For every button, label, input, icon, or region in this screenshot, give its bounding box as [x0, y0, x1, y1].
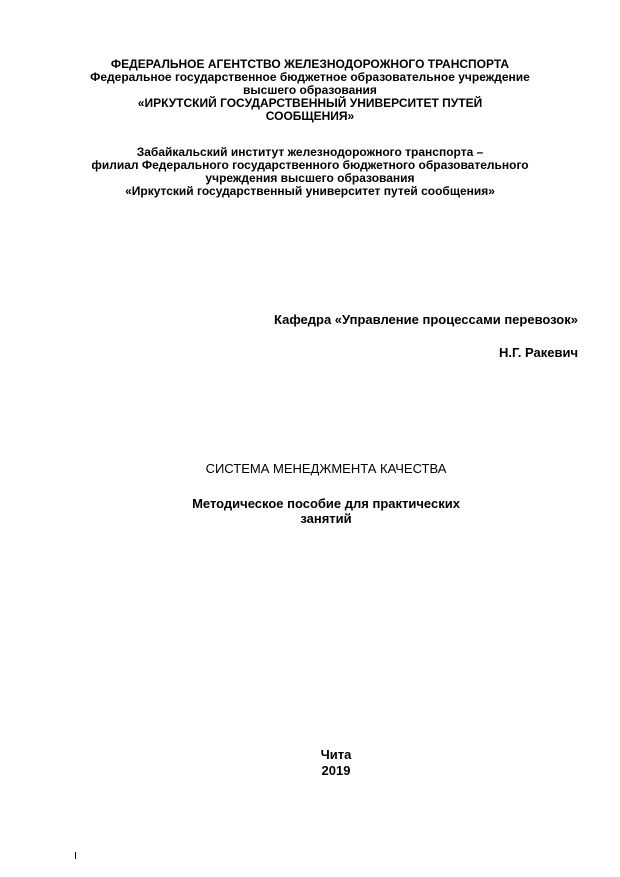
- page-corner-mark: [75, 852, 76, 859]
- university-name-line-1: «ИРКУТСКИЙ ГОСУДАРСТВЕННЫЙ УНИВЕРСИТЕТ ПУТЕЙ: [137, 96, 483, 110]
- institute-line-4: «Иркутский государственный университет путей сообщения»: [125, 184, 495, 198]
- imprint-footer: [0, 747, 620, 779]
- institute-header: [0, 146, 620, 198]
- institution-type-line-1: Федеральное государственное бюджетное образовательное учреждение: [90, 70, 530, 84]
- institute-line-3: учреждения высшего образования: [205, 171, 415, 185]
- department-name: Кафедра «Управление процессами перевозок»: [274, 312, 578, 327]
- organization-header: [0, 58, 620, 123]
- agency-name: ФЕДЕРАЛЬНОЕ АГЕНТСТВО ЖЕЛЕЗНОДОРОЖНОГО ТРАНСПОРТА: [110, 57, 510, 71]
- subtitle-line-2: занятий: [300, 511, 352, 526]
- year: 2019: [321, 763, 351, 778]
- document-subtitle: [0, 496, 620, 526]
- document-title: СИСТЕМА МЕНЕДЖМЕНТА КАЧЕСТВА: [205, 461, 447, 476]
- institute-line-2: филиал Федерального государственного бюджетного образовательного: [91, 158, 529, 172]
- university-name-line-2: СООБЩЕНИЯ»: [265, 109, 355, 123]
- author-name: Н.Г. Ракевич: [499, 345, 578, 360]
- institute-line-1: Забайкальский институт железнодорожного транспорта –: [136, 145, 484, 159]
- city: Чита: [320, 747, 352, 762]
- subtitle-line-1: Методическое пособие для практических: [192, 496, 460, 511]
- institution-type-line-2: высшего образования: [243, 83, 377, 97]
